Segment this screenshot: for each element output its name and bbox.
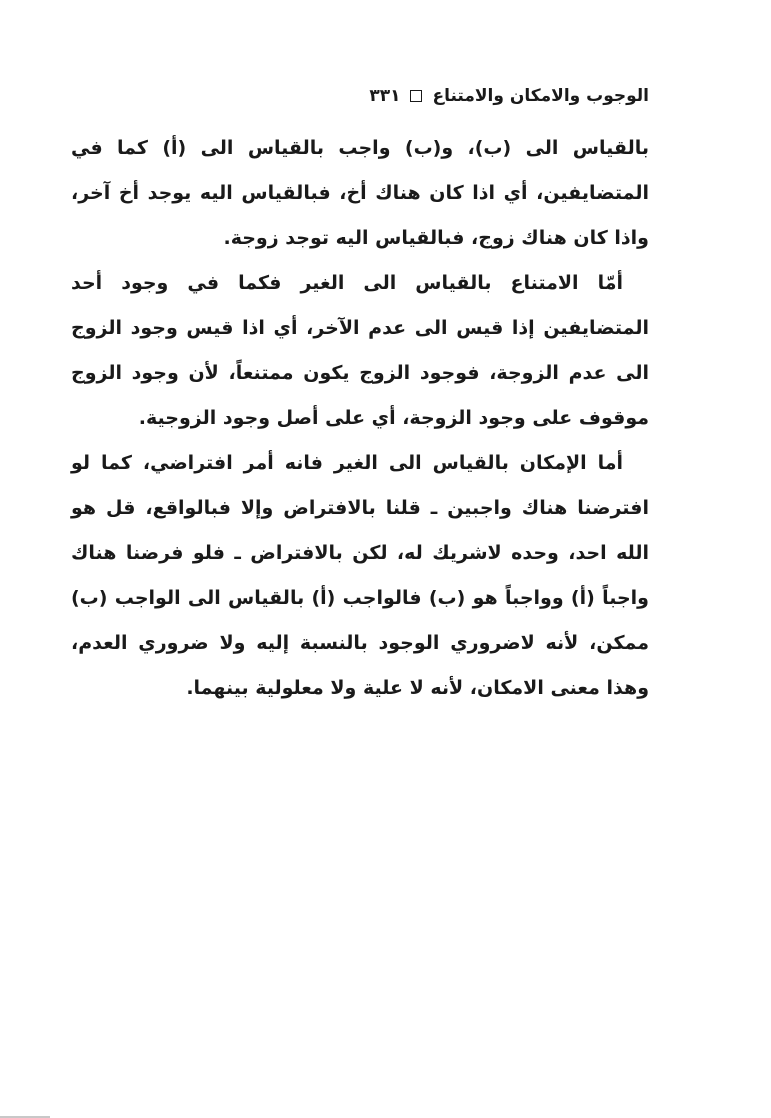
body-text [71, 126, 649, 711]
page-number: ٣٣١ [369, 86, 401, 106]
paragraph-2: أمّا الامتناع بالقياس الى الغير فكما في وجود أحد المتضايفين إذا قيس الى عدم الآخر، أي اذا قيس وجود الزوج الى عدم الزوجة، فوجود الزوج يكون ممتنعاً، لأن وجود الزوج موقوف على وجود الزوجة، أي على أصل وجود الزوجية. [71, 272, 649, 429]
running-head [109, 82, 649, 110]
square-ornament-icon [410, 90, 422, 102]
paragraph-3: أما الإمكان بالقياس الى الغير فانه أمر افتراضي، كما لو افترضنا هناك واجبين ـ قلنا بالافتراض وإلا فبالواقع، قل هو الله احد، وحده لاشريك له، لكن بالافتراض ـ فلو فرضنا هناك واجباً (أ) وواجباً هو (ب) فالواجب (أ) بالقياس الى الواجب (ب) ممكن، لأنه لاضروري الوجود بالنسبة إليه ولا ضروري العدم، وهذا معنى الامكان، لأنه لا علية ولا معلولية بينهما. [71, 452, 649, 699]
paragraph-1: بالقياس الى (ب)، و(ب) واجب بالقياس الى (أ) كما في المتضايفين، أي اذا كان هناك أخ، فبالقياس اليه يوجد أخ آخر، واذا كان هناك زوج، فبالقياس اليه توجد زوجة. [71, 137, 649, 249]
running-head-title: الوجوب والامكان والامتناع [432, 86, 649, 106]
